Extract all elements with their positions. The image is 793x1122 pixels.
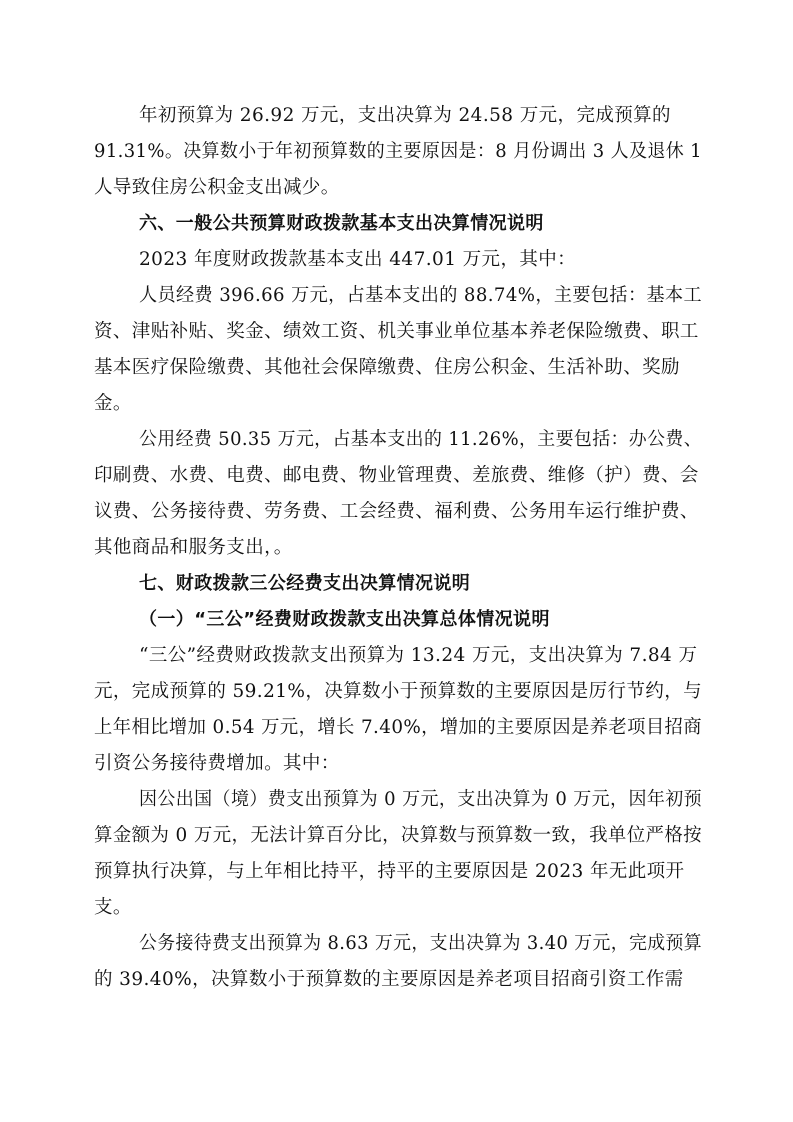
text-run: 91.31%。决算数小于年初预算数的主要原因是：8 月份调出 3 人及退休 1 bbox=[94, 141, 702, 162]
text-run: 印刷费、水费、电费、邮电费、物业管理费、差旅费、维修（护）费、会 bbox=[94, 465, 699, 486]
text-run: 算金额为 0 万元，无法计算百分比，决算数与预算数一致，我单位严格按 bbox=[94, 825, 702, 846]
text-run: 基本医疗保险缴费、其他社会保障缴费、住房公积金、生活补助、奖励 bbox=[94, 357, 680, 378]
text-run: 预算执行决算，与上年相比持平，持平的主要原因是 2023 年无此项开 bbox=[94, 861, 685, 882]
text-run: 其他商品和服务支出，。 bbox=[94, 537, 293, 558]
text-run: “三公”经费财政拨款支出预算为 13.24 万元，支出决算为 7.84 万 bbox=[139, 645, 698, 666]
heading-text: 六、一般公共预算财政拨款基本支出决算情况说明 bbox=[139, 213, 544, 234]
heading-text: （一）“三公”经费财政拨款支出决算总体情况说明 bbox=[139, 609, 550, 630]
text-run: 公用经费 50.35 万元，占基本支出的 11.26%，主要包括：办公费、 bbox=[139, 429, 702, 450]
text-run: 因公出国（境）费支出预算为 0 万元，支出决算为 0 万元，因年初预 bbox=[139, 789, 702, 810]
text-run: 议费、公务接待费、劳务费、工会经费、福利费、公务用车运行维护费、 bbox=[94, 501, 699, 522]
text-run: 资、津贴补贴、奖金、绩效工资、机关事业单位基本养老保险缴费、职工 bbox=[94, 321, 699, 342]
text-run: 人员经费 396.66 万元，占基本支出的 88.74%，主要包括：基本工 bbox=[139, 285, 702, 306]
text-run: 上年相比增加 0.54 万元，增长 7.40%，增加的主要原因是养老项目招商 bbox=[94, 717, 702, 738]
text-run: 年初预算为 26.92 万元，支出决算为 24.58 万元，完成预算的 bbox=[139, 105, 671, 126]
text-run: 2023 年度财政拨款基本支出 447.01 万元，其中： bbox=[139, 249, 577, 270]
text-run: 人导致住房公积金支出减少。 bbox=[94, 177, 340, 198]
heading-text: 七、财政拨款三公经费支出决算情况说明 bbox=[139, 573, 471, 594]
text-run: 支。 bbox=[94, 897, 132, 918]
text-run: 金。 bbox=[94, 393, 132, 414]
text-run: 引资公务接待费增加。其中： bbox=[94, 753, 340, 774]
text-run: 元，完成预算的 59.21%，决算数小于预算数的主要原因是厉行节约，与 bbox=[94, 681, 702, 702]
text-run: 的 39.40%，决算数小于预算数的主要原因是养老项目招商引资工作需 bbox=[94, 969, 684, 990]
text-run: 公务接待费支出预算为 8.63 万元，支出决算为 3.40 万元，完成预算 bbox=[139, 933, 702, 954]
